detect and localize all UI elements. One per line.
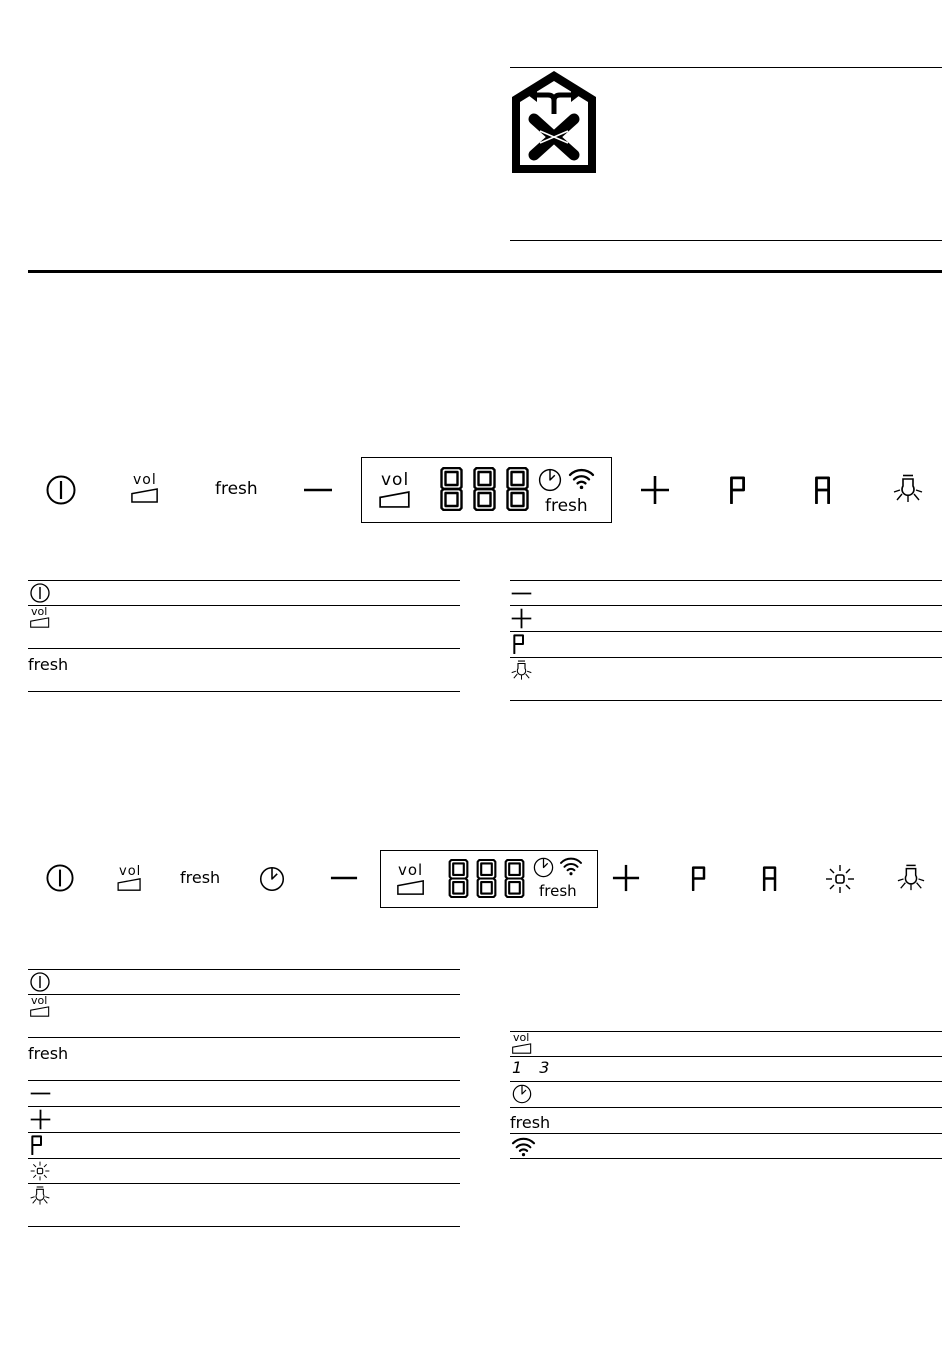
display-fresh-label: fresh bbox=[539, 882, 577, 900]
top-rule bbox=[510, 67, 942, 68]
house-disposal-icon bbox=[510, 69, 598, 175]
vol-icon bbox=[30, 1006, 50, 1017]
power-icon[interactable] bbox=[46, 864, 74, 892]
display-panel bbox=[380, 850, 598, 908]
timer-icon[interactable] bbox=[259, 866, 285, 892]
display-panel bbox=[361, 457, 612, 523]
vol-icon bbox=[512, 1043, 532, 1054]
level-digits-icon: 1 3 bbox=[512, 1058, 556, 1077]
ambient-light-icon bbox=[30, 1161, 50, 1181]
display-fresh-label: fresh bbox=[545, 496, 588, 516]
power-icon bbox=[30, 583, 50, 603]
power-icon bbox=[30, 972, 50, 992]
vol-label: vol bbox=[31, 605, 48, 618]
section-divider bbox=[28, 270, 942, 273]
wifi-icon bbox=[559, 856, 583, 876]
minus-icon[interactable] bbox=[303, 475, 333, 505]
p-icon bbox=[512, 634, 526, 654]
display-vol-icon bbox=[396, 880, 426, 895]
display-digits bbox=[438, 466, 533, 512]
fresh-label: fresh bbox=[28, 1044, 69, 1063]
wifi-icon bbox=[511, 1136, 536, 1157]
vol-icon bbox=[30, 617, 50, 628]
fresh-label: fresh bbox=[510, 1113, 551, 1132]
vol-label: vol bbox=[513, 1031, 530, 1044]
timer-icon bbox=[533, 857, 554, 878]
display-digits bbox=[447, 859, 527, 899]
light-icon[interactable] bbox=[897, 864, 925, 892]
timer-icon bbox=[512, 1084, 532, 1104]
plus-icon bbox=[30, 1109, 51, 1130]
plus-icon[interactable] bbox=[640, 475, 670, 505]
light-icon[interactable] bbox=[893, 474, 923, 504]
fresh-label: fresh bbox=[28, 655, 69, 674]
ambient-light-icon[interactable] bbox=[825, 864, 855, 894]
p-button[interactable] bbox=[690, 866, 708, 891]
plus-icon bbox=[511, 608, 532, 629]
vol-label: vol bbox=[31, 994, 48, 1007]
display-vol-icon bbox=[378, 491, 412, 508]
plus-icon[interactable] bbox=[612, 864, 640, 892]
a-button[interactable] bbox=[813, 476, 833, 504]
display-vol-label: vol bbox=[381, 470, 410, 490]
top-rule-bottom bbox=[510, 240, 942, 241]
light-icon bbox=[30, 1186, 50, 1206]
minus-icon bbox=[30, 1083, 51, 1104]
power-icon[interactable] bbox=[46, 475, 76, 505]
wifi-icon bbox=[568, 467, 595, 490]
timer-icon bbox=[538, 468, 562, 492]
fresh-button[interactable]: fresh bbox=[215, 479, 258, 499]
vol-icon bbox=[131, 488, 159, 503]
light-icon bbox=[511, 660, 532, 681]
minus-icon[interactable] bbox=[330, 864, 358, 892]
display-vol-label: vol bbox=[398, 861, 424, 879]
fresh-button[interactable]: fresh bbox=[180, 868, 221, 887]
p-button[interactable] bbox=[728, 476, 748, 504]
minus-icon bbox=[511, 583, 532, 604]
vol-label: vol bbox=[133, 472, 157, 488]
vol-label: vol bbox=[119, 864, 142, 879]
vol-icon bbox=[117, 878, 142, 891]
a-button[interactable] bbox=[761, 866, 779, 891]
p-icon bbox=[30, 1135, 44, 1155]
